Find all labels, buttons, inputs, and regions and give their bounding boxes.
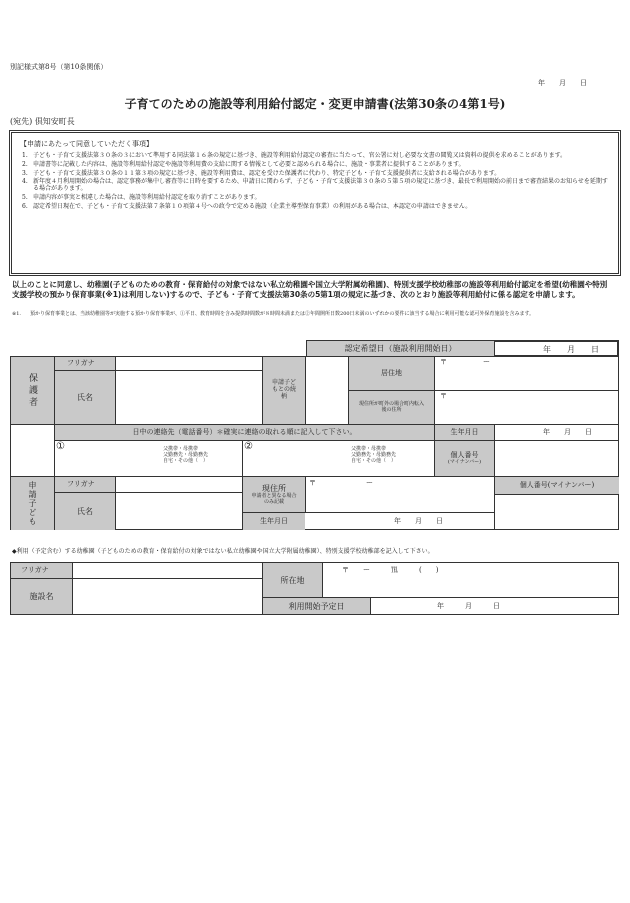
- form-number: 別記様式第8号（第10条関係）: [10, 63, 108, 71]
- relation-label: 申請子どもとの続柄: [263, 357, 305, 424]
- consent-item: 2. 申請書等に記載した内容は、施設等利用給付認定や施設等利用費の支給に関する情報として必要と認められる場合に、施設・事業者に提供することがあります。: [22, 160, 465, 168]
- contact-2-marker: ②: [244, 441, 253, 452]
- contact-1-options: 父携帯・母携帯 父勤務先・母勤務先 自宅・その他（ ）: [163, 446, 209, 464]
- facility-furigana-label: フリガナ: [11, 563, 72, 578]
- contact-2-field[interactable]: [243, 441, 434, 476]
- consent-item: 1. 子ども・子育て支援法第３０条の３において準用する同法第１６条の規定に基づき、施設等利用給付認定の審査に当たって、官公署に対し必要な文書の閲覧又は資料の提供を求めることがあります。: [22, 151, 567, 159]
- child-furigana-input[interactable]: [116, 477, 242, 492]
- guardian-furigana-label: フリガナ: [55, 357, 115, 370]
- guardian-mynumber-label: 個人番号 (マイナンバー): [435, 441, 494, 476]
- contact-2-options: 父携帯・母携帯 父勤務先・母勤務先 自宅・その他（ ）: [351, 446, 397, 464]
- child-mynumber-input[interactable]: [495, 495, 619, 530]
- child-mynumber-label: 個人番号(マイナンバー): [495, 477, 619, 494]
- page-title: 子育てのための施設等利用給付認定・変更申請書(法第30条の4第1号): [124, 97, 506, 111]
- guardian-birth-input[interactable]: 年 月 日: [543, 428, 592, 436]
- footnote-text: 預かり保育事業とは、当該幼稚園等が実施する預かり保育事業が、①平日、教育時間を含み提供時間数が８時間未満または②年間開所日数200日未満のいずれかの要件に該当する場合に利用可能な認可外保育施設を含みます。: [30, 311, 535, 317]
- guardian-mynumber-input[interactable]: [495, 441, 619, 476]
- facility-name-input[interactable]: [73, 579, 262, 614]
- consent-item: 4. 新年度４月利用開始の場合は、認定事務が集中し審査等に日時を要するため、申請日に関わらず、子ども・子育て支援法第３０条の５第５項の規定に基づき、最長で利用開始の前日まで審査結果のお知らせを延期する場合があります。: [22, 178, 608, 193]
- address-input[interactable]: 〒 ー: [440, 358, 490, 366]
- contact-label: 日中の連絡先（電話番号）＊確実に連絡の取れる順に記入して下さい。: [55, 425, 434, 440]
- facility-instruction: ◆利用（予定含む）する幼稚園（子どものための教育・保育給付の対象ではない私立幼稚園や国立大学附属幼稚園）、特別支援学校幼稚部を記入して下さい。: [12, 548, 434, 555]
- facility-location-label: 所在地: [263, 563, 322, 597]
- footnote-mark: ※1.: [12, 311, 21, 317]
- consent-item: 3. 子ども・子育て支援法第３０条の１１第３項の規定に基づき、施設等利用費は、認定を受けた保護者に代わり、特定子ども・子育て支援提供者に支給される場合があります。: [22, 169, 501, 177]
- hope-date-label: 認定希望日（施設利用開始日）: [306, 340, 495, 357]
- guardian-furigana-input[interactable]: [116, 357, 262, 370]
- guardian-birth-label: 生年月日: [435, 425, 494, 440]
- alt-address-label: 現住所が町外の場合町内転入後の住所: [349, 391, 434, 424]
- contact-1-marker: ①: [56, 441, 65, 452]
- address-label: 居住地: [349, 357, 434, 390]
- consent-item: 6. 認定希望日現在で、子ども・子育て支援法第７条第１０項第４号への政令で定める施設（企業主導型保育事業）の利用がある場合は、本認定の申請はできません。: [22, 203, 472, 211]
- consent-heading: 【申請にあたって同意していただく事項】: [20, 140, 153, 148]
- declaration-text: 以上のことに同意し、幼稚園(子どものための教育・保育給付の対象ではない私立幼稚園や国立大学附属幼稚園)、特別支援学校幼稚部の施設等利用給付認定を希望(幼稚園や特別支援学校の預かり保育事業(※1)は利用しない)するので、子ども・子育て支援法第30条の5第1項の規定に基づき、次のとおり施設等利用給付に係る認定を申請します。: [12, 280, 608, 299]
- child-birth-label: 生年月日: [243, 513, 305, 530]
- relation-input[interactable]: [306, 357, 348, 424]
- hope-date-input[interactable]: 年 月 日: [495, 340, 619, 357]
- child-label-cell: 申請子ども: [11, 477, 54, 530]
- guardian-label-cell: 保護者: [11, 357, 54, 424]
- child-name-input[interactable]: [116, 493, 242, 530]
- child-current-address-input[interactable]: 〒 ー: [309, 479, 373, 487]
- consent-item: 5. 申請内容が事実と相違した場合は、施設等利用給付認定を取り消すことがあります。: [22, 194, 261, 202]
- child-birth-input[interactable]: 年 月 日: [394, 517, 443, 525]
- addressee: (宛先) 倶知安町長: [10, 117, 75, 126]
- guardian-name-label: 氏名: [55, 371, 115, 424]
- facility-name-label: 施設名: [11, 579, 72, 614]
- child-current-address-label: 現住所 申請者と異なる場合のみ記載: [243, 477, 305, 512]
- facility-start-date-label: 利用開始予定日: [263, 598, 370, 614]
- alt-address-input[interactable]: 〒: [440, 392, 447, 400]
- facility-start-date-input[interactable]: 年 月 日: [437, 602, 500, 610]
- date-field[interactable]: 年 月 日: [538, 79, 587, 87]
- facility-furigana-input[interactable]: [73, 563, 262, 578]
- contact-1-field[interactable]: [55, 441, 242, 476]
- child-furigana-label: フリガナ: [55, 477, 115, 492]
- guardian-name-input[interactable]: [116, 371, 262, 424]
- facility-location-input[interactable]: 〒 ー ℡ ( ): [342, 566, 439, 574]
- child-name-label: 氏名: [55, 493, 115, 530]
